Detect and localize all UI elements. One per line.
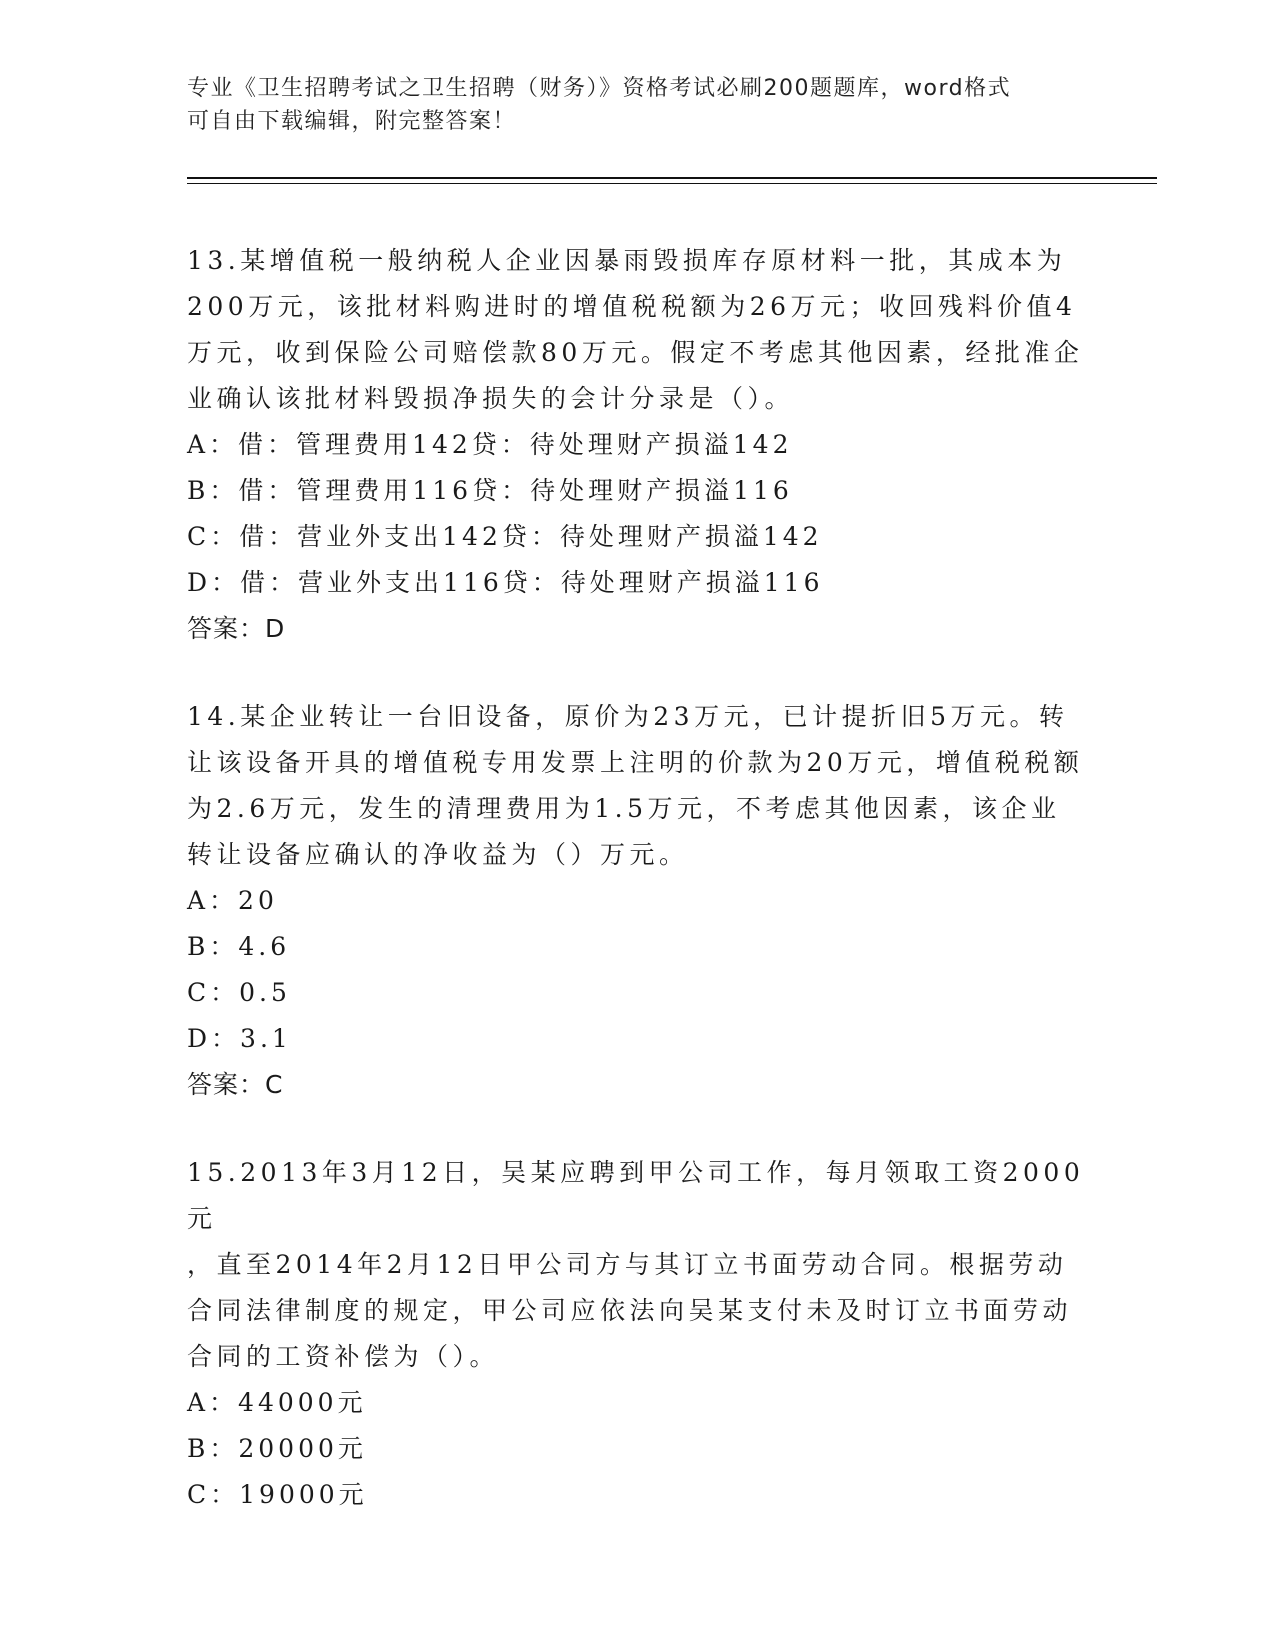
option-b: B：4.6 [187, 932, 291, 961]
question-stem-line: ，直至2014年2月12日甲公司方与其订立书面劳动合同。根据劳动 [187, 1250, 1068, 1279]
question-stem-line: 合同的工资补偿为（）。 [187, 1342, 500, 1371]
header-divider-thin [187, 183, 1157, 184]
option-a: A：44000元 [187, 1388, 367, 1417]
option-d: D：3.1 [187, 1024, 292, 1053]
question-stem-line: 为2.6万元，发生的清理费用为1.5万元，不考虑其他因素，该企业 [187, 794, 1061, 823]
header-divider-thick [187, 177, 1157, 179]
question-stem-line: 万元，收到保险公司赔偿款80万元。假定不考虑其他因素，经批准企 [187, 338, 1084, 367]
question-stem-line: 15.2013年3月12日，吴某应聘到甲公司工作，每月领取工资2000元 [187, 1158, 1085, 1233]
option-d: D：借：营业外支出116贷：待处理财产损溢116 [187, 568, 824, 597]
question-13 [187, 238, 1087, 652]
header-line-1: 专业《卫生招聘考试之卫生招聘（财务）》资格考试必刷200题题库，word格式 [187, 76, 1012, 101]
question-stem-line: 业确认该批材料毁损净损失的会计分录是（）。 [187, 384, 795, 413]
option-c: C：借：营业外支出142贷：待处理财产损溢142 [187, 522, 823, 551]
question-stem-line: 200万元，该批材料购进时的增值税税额为26万元；收回残料价值4 [187, 292, 1077, 321]
option-b: B：20000元 [187, 1434, 367, 1463]
question-stem-line: 14.某企业转让一台旧设备，原价为23万元，已计提折旧5万元。转 [187, 702, 1069, 731]
question-stem-line: 合同法律制度的规定，甲公司应依法向吴某支付未及时订立书面劳动 [187, 1296, 1073, 1325]
question-stem-line: 转让设备应确认的净收益为（）万元。 [187, 840, 689, 869]
option-c: C：0.5 [187, 978, 291, 1007]
question-stem-line: 13.某增值税一般纳税人企业因暴雨毁损库存原材料一批，其成本为 [187, 246, 1067, 275]
answer: 答案：C [187, 1070, 284, 1099]
option-a: A：借：管理费用142贷：待处理财产损溢142 [187, 430, 793, 459]
question-15 [187, 1150, 1087, 1518]
question-stem-line: 让该设备开具的增值税专用发票上注明的价款为20万元，增值税税额 [187, 748, 1084, 777]
header-line-2: 可自由下载编辑，附完整答案！ [187, 109, 517, 134]
option-a: A：20 [187, 886, 278, 915]
option-c: C：19000元 [187, 1480, 368, 1509]
question-14 [187, 694, 1087, 1108]
answer: 答案：D [187, 614, 286, 643]
option-b: B：借：管理费用116贷：待处理财产损溢116 [187, 476, 793, 505]
document-header [187, 72, 1087, 138]
